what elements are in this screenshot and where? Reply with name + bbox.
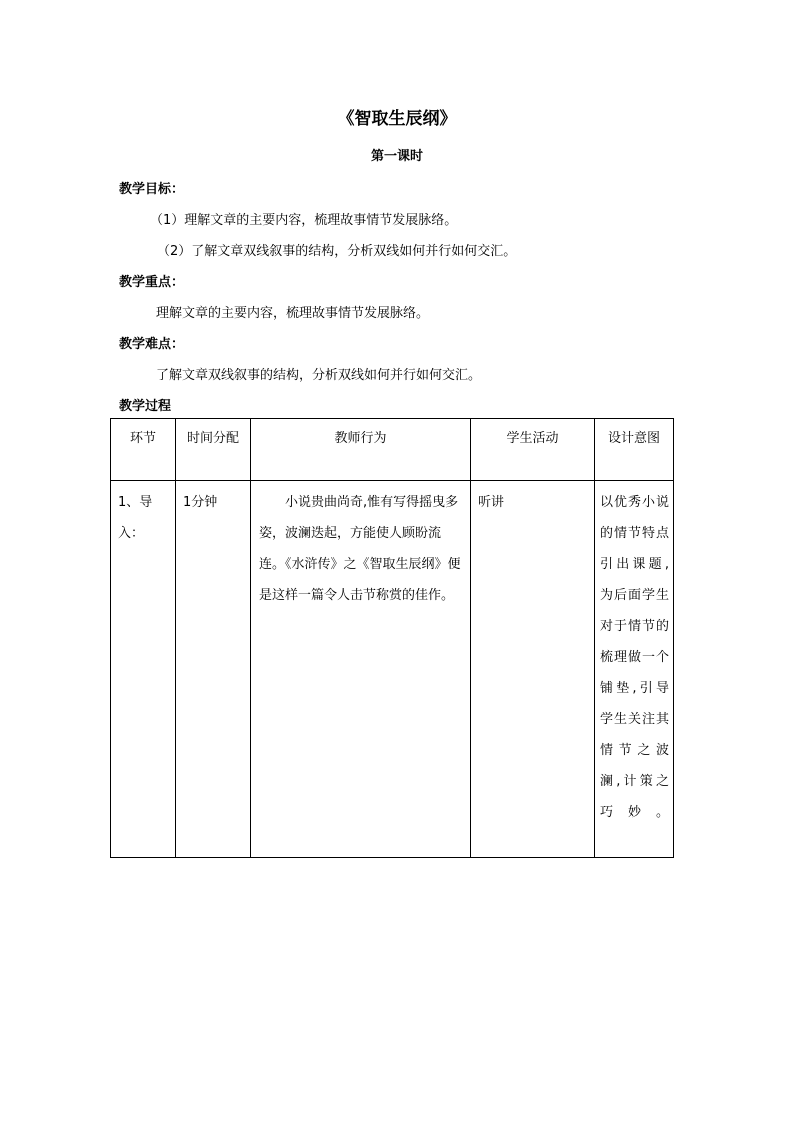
- column-header-teacher: 教师行为: [251, 419, 471, 481]
- key-points-heading: 教学重点：: [119, 275, 185, 290]
- key-points-text: 理解文章的主要内容，梳理故事情节发展脉络。: [156, 306, 430, 321]
- time-text: 1分钟: [183, 495, 218, 510]
- teaching-process-table: [110, 418, 674, 858]
- column-header-time: 时间分配: [176, 419, 251, 481]
- lesson-subtitle: 第一课时: [370, 149, 423, 164]
- intent-text: 以优秀小说的情节特点引出课题,为后面学生对于情节的梳理做一个铺垫,引导学生关注其情节之波澜,计策之巧妙。: [600, 495, 669, 820]
- page-title: 《智取生辰纲》: [337, 109, 457, 129]
- cell-teacher: [251, 481, 471, 858]
- cell-stage: [111, 481, 176, 858]
- objective-item-2: （2）了解文章双线叙事的结构，分析双线如何并行如何交汇。: [157, 244, 517, 259]
- difficulties-heading: 教学难点：: [119, 337, 185, 352]
- student-text: 听讲: [478, 495, 505, 510]
- table-row: [111, 481, 674, 858]
- column-header-intent: 设计意图: [595, 419, 674, 481]
- objectives-heading: 教学目标：: [119, 182, 185, 197]
- cell-intent: [595, 481, 674, 858]
- cell-time: [176, 481, 251, 858]
- teacher-text: 小说贵曲尚奇,惟有写得摇曳多姿，波澜迭起，方能使人顾盼流连。《水浒传》之《智取生辰纲》便是这样一篇令人击节称赏的佳作。: [259, 495, 461, 603]
- process-heading: 教学过程: [119, 399, 172, 414]
- column-header-student: 学生活动: [471, 419, 595, 481]
- objective-item-1: （1）理解文章的主要内容，梳理故事情节发展脉络。: [150, 213, 458, 228]
- table-header-row: [111, 419, 674, 481]
- stage-text: 1、导入：: [118, 495, 153, 541]
- column-header-stage: 环节: [111, 419, 176, 481]
- cell-student: [471, 481, 595, 858]
- difficulties-text: 了解文章双线叙事的结构，分析双线如何并行如何交汇。: [156, 368, 482, 383]
